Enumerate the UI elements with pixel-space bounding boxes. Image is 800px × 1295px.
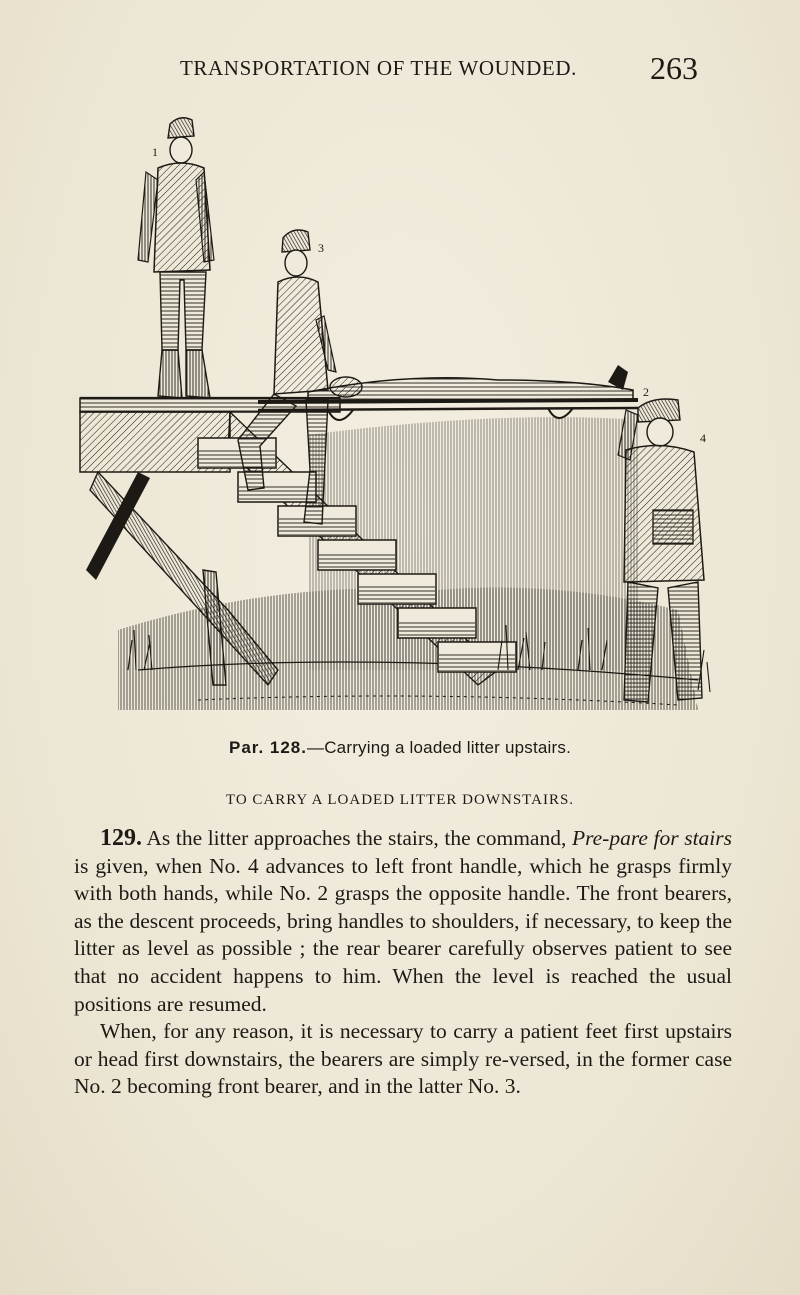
caption-text: —Carrying a loaded litter upstairs. [307, 738, 572, 757]
paragraph-129 [74, 825, 732, 1018]
figure-caption [0, 738, 800, 758]
body-text [74, 825, 732, 1101]
label-bearer-2: 2 [643, 385, 649, 399]
bearer-1-figure [138, 118, 214, 398]
running-head: TRANSPORTATION OF THE WOUNDED. [180, 56, 577, 80]
page-header [180, 50, 740, 90]
command-text: Pre-pare for stairs [571, 826, 733, 850]
illustration-litter-upstairs [78, 110, 728, 730]
caption-par: Par. 128. [228, 738, 307, 757]
section-title: TO CARRY A LOADED LITTER DOWNSTAIRS. [225, 792, 575, 808]
paragraph-2: When, for any reason, it is necessary to carry a patient feet first upstairs or head first downstairs, the bearers are simply re-versed, in the former case No. 2 becoming front bearer, and in the latter No. 3. [74, 1019, 732, 1099]
paragraph-129-part2: is given, when No. 4 advances to left front handle, which he grasps firmly with both hands, while No. 2 grasps the opposite handle. The front bearers, as the descent proceeds, bring handles to shoulders, if necessary, to keep the litter as level as possible ; the rear bearer carefully observes patient to see that no accident happens to him. When the level is reached the usual positions are resumed. [74, 853, 732, 1016]
page-number: 263 [650, 50, 698, 86]
label-bearer-1: 1 [152, 145, 158, 159]
label-bearer-4: 4 [700, 431, 706, 445]
label-bearer-3: 3 [318, 241, 324, 255]
paragraph-number: 129. [100, 825, 142, 851]
engraving [78, 110, 728, 730]
paragraph-129-part1: As the litter approaches the stairs, the command, [142, 826, 572, 850]
